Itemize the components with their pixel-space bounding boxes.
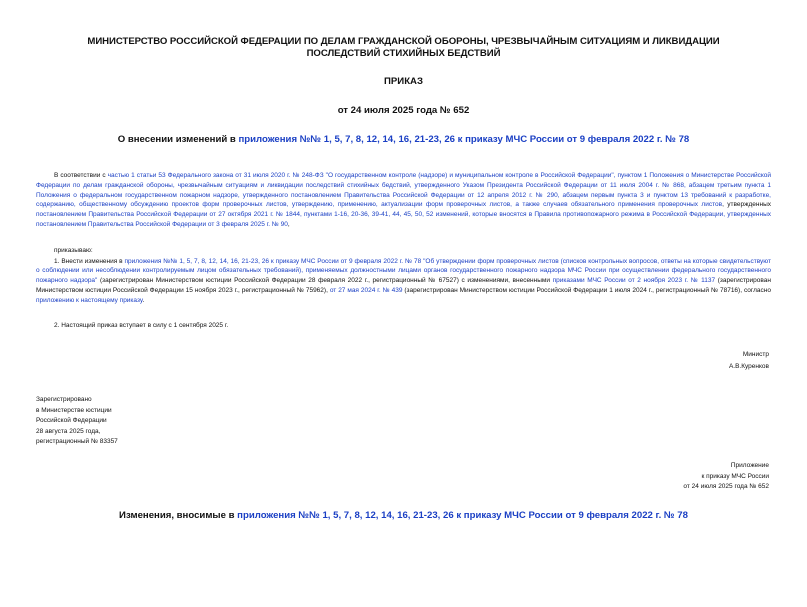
ministry-name: МИНИСТЕРСТВО РОССИЙСКОЙ ФЕДЕРАЦИИ ПО ДЕЛАМ ГРАЖДАНСКОЙ ОБОРОНЫ, ЧРЕЗВЫЧАЙНЫМ СИТУАЦИЯМ И ЛИКВИДАЦИИ ПОСЛЕДСТВИЙ СТИХИЙНЫХ БЕДСТВИЙ: [87, 36, 720, 59]
order-title-link[interactable]: приложения №№ 1, 5, 7, 8, 12, 14, 16, 21-23, 26 к приказу МЧС России от 9 февраля 2022 г. № 78: [238, 134, 690, 145]
annex-header: [36, 461, 769, 492]
annex-link[interactable]: приложению к настоящему приказу: [36, 296, 143, 304]
changes-title-link[interactable]: приложения №№ 1, 5, 7, 8, 12, 14, 16, 21-23, 26 к приказу МЧС России от 9 февраля 2022 г. № 78: [237, 510, 688, 522]
item-1-text-5: .: [142, 296, 145, 304]
order-title: [36, 134, 771, 145]
annex-line-2: к приказу МЧС России: [701, 472, 769, 480]
order-78-link[interactable]: приложения №№ 1, 5, 7, 8, 12, 14, 16, 21-23, 26 к приказу МЧС России от 9 февраля 2022 г. № 78 "Об утверждении форм проверочных листов (списков контрольных вопросов, ответы на которые свидетельствуют о соблюдении или несоблюдении контролируемым лицом обязательных требований), применяемых должностными лицами органов государственного пожарного надзора МЧС России при осуществлении федерального государственного пожарного надзора": [36, 257, 772, 285]
changes-title: [36, 510, 771, 521]
annex-line-3: от 24 июля 2025 года № 652: [683, 482, 769, 490]
item-1-text-2: (зарегистрирован Министерством юстиции Российской Федерации 28 февраля 2022 г., регистрационный № 67527) с изменениями, внесенными: [97, 277, 553, 285]
registration-line-4: 28 августа 2025 года,: [36, 427, 101, 435]
order-date-number: от 24 июля 2025 года № 652: [337, 105, 470, 116]
preamble-text-3: ,: [287, 220, 290, 228]
item-1-text-3: (зарегистрирован Министерством юстиции Российской Федерации 15 ноября 2023 г., регистрационный № 75962),: [36, 277, 771, 294]
changes-title-prefix: Изменения, вносимые в: [119, 510, 238, 522]
signature-block: [36, 349, 769, 373]
item-1-paragraph: [36, 257, 771, 306]
registration-block: [36, 395, 771, 447]
prikazyvayu-text: приказываю:: [54, 246, 93, 254]
registration-line-5: регистрационный № 83357: [36, 437, 118, 445]
preamble-text-1: В соответствии с: [54, 172, 108, 179]
item-2-paragraph: 2. Настоящий приказ вступает в силу с 1 сентября 2025 г.: [54, 321, 229, 329]
registration-line-1: Зарегистрировано: [36, 396, 92, 404]
order-1137-link[interactable]: приказами МЧС России от 2 ноября 2023 г. № 1137: [552, 277, 716, 285]
resolution-1844-link[interactable]: постановлением Правительства Российской Федерации от 27 октября 2021 г. № 1844, пунктами 1-16, 20-36, 39-41, 44, 45, 50, 52 изменений, которые вносятся в Правила противопожарного режима в Российской Федерации, утвержденных постановлением Правительства Российской Федерации от 3 февраля 2025 г. № 90: [36, 211, 771, 228]
document-page: [0, 36, 807, 607]
order-439-link[interactable]: от 27 мая 2024 г. № 439: [329, 286, 403, 294]
item-1-text-4: (зарегистрирован Министерством юстиции Российской Федерации 1 июля 2024 г., регистрационный № 78716), согласно: [402, 286, 771, 294]
registration-line-2: в Министерстве юстиции: [36, 406, 112, 414]
order-title-prefix: О внесении изменений в: [117, 134, 239, 145]
preamble-paragraph: [36, 171, 771, 230]
registration-line-3: Российской Федерации: [36, 417, 107, 425]
signer-name: А.В.Куренков: [728, 363, 769, 371]
preamble-text-2: , утвержденных: [722, 201, 771, 209]
law-248fz-link[interactable]: частью 1 статьи 53 Федерального закона от 31 июля 2020 г. № 248-ФЗ "О государственном контроле (надзоре) и муниципальном контроле в Российской Федерации", пунктом 1 Положения о Министерстве Российской Федерации по делам гражданской обороны, чрезвычайным ситуациям и ликвидации последствий стихийных бедствий, утвержденного Указом Президента Российской Федерации от 11 июля 2004 г. № 868, абзацем третьим пункта 1 Положения о федеральном государственном пожарном надзоре, утвержденного постановлением Правительства Российской Федерации от 12 апреля 2012 г. № 290, абзацем первым пункта 3 и пунктом 13 требований к разработке, содержанию, общественному обсуждению проектов форм проверочных листов, утверждению, применению, актуализации форм проверочных листов, а также случаев обязательного применения проверочных листов: [36, 172, 771, 209]
signer-position: Министр: [742, 351, 769, 359]
item-1-text-1: 1. Внести изменения в: [54, 257, 125, 265]
document-type: ПРИКАЗ: [384, 76, 423, 87]
annex-line-1: Приложение: [730, 462, 769, 470]
